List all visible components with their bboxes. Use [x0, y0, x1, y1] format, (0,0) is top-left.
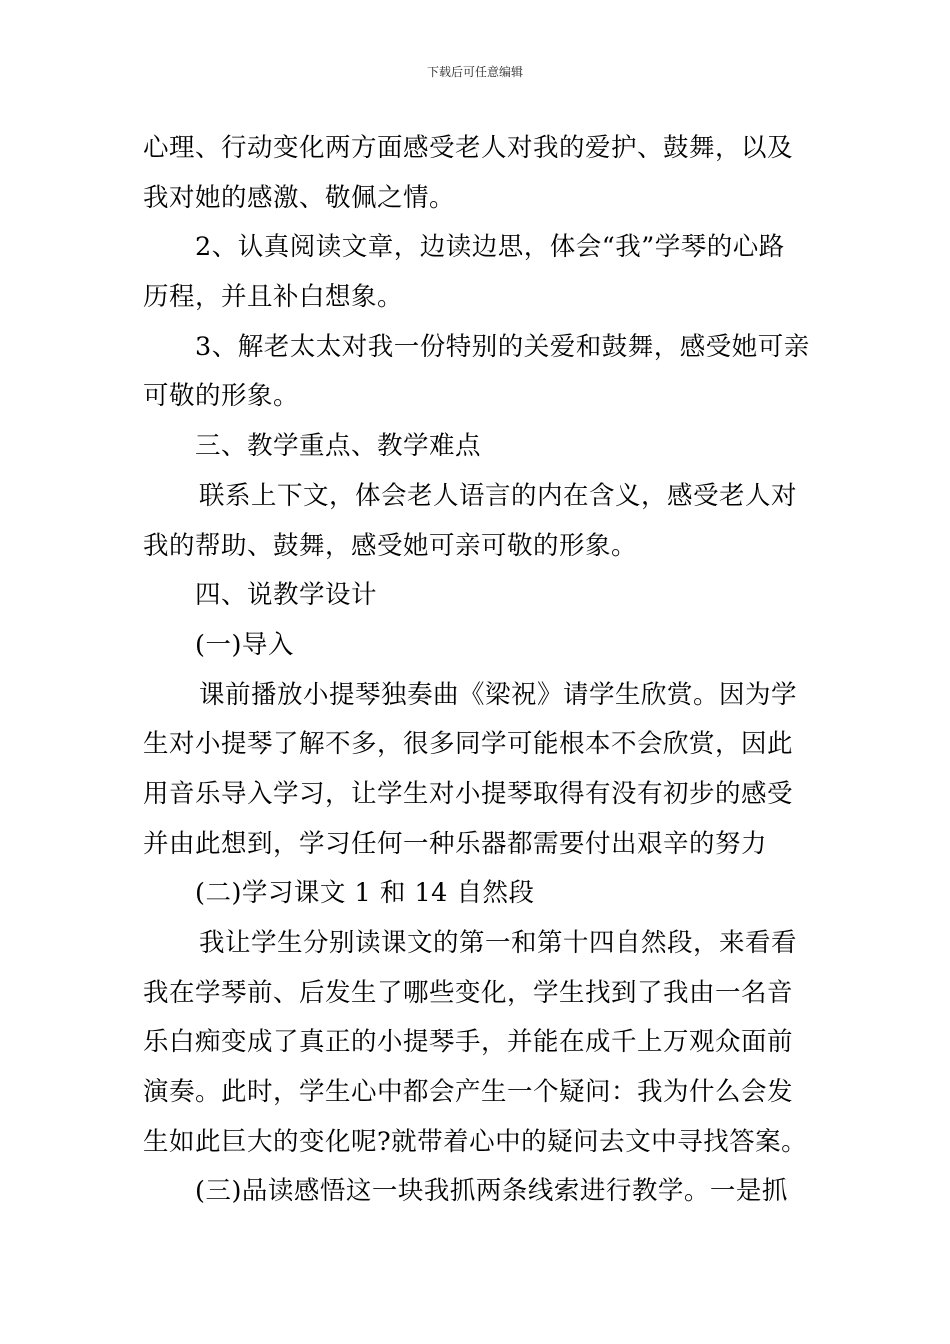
paragraph-line: 我对她的感激、敬佩之情。	[143, 182, 456, 213]
paragraph-line: 3、解老太太对我一份特别的关爱和鼓舞，感受她可亲	[195, 331, 810, 362]
page-header: 下载后可任意编辑	[426, 65, 523, 79]
paragraph-line: 心理、行动变化两方面感受老人对我的爱护、鼓舞，以及	[143, 133, 794, 163]
subsection-heading: (二)学习课文 1 和 14 自然段	[195, 878, 535, 909]
paragraph-line: 2、认真阅读文章，边读边思，体会“我”学琴的心路	[195, 232, 785, 263]
paragraph-line: 生如此巨大的变化呢?就带着心中的疑问去文中寻找答案。	[143, 1126, 808, 1157]
document-body	[143, 124, 811, 1217]
paragraph-line: 我的帮助、鼓舞，感受她可亲可敬的形象。	[143, 530, 638, 561]
section-heading: 三、教学重点、教学难点	[195, 431, 482, 462]
paragraph-line: 用音乐导入学习，让学生对小提琴取得有没有初步的感受	[143, 778, 794, 809]
subsection-heading: (一)导入	[195, 629, 294, 660]
paragraph-line: 生对小提琴了解不多，很多同学可能根本不会欣赏，因此	[143, 729, 794, 760]
paragraph-line: 并由此想到，学习任何一种乐器都需要付出艰辛的努力	[143, 828, 768, 859]
paragraph-line: 联系上下文，体会老人语言的内在含义，感受老人对	[199, 480, 798, 511]
paragraph-line: (三)品读感悟这一块我抓两条线索进行教学。一是抓	[195, 1176, 788, 1207]
paragraph-line: 我让学生分别读课文的第一和第十四自然段，来看看	[199, 928, 798, 958]
paragraph-line: 可敬的形象。	[143, 381, 300, 412]
section-heading: 四、说教学设计	[195, 580, 378, 611]
paragraph-line: 演奏。此时，学生心中都会产生一个疑问：我为什么会发	[143, 1077, 794, 1108]
paragraph-line: 乐白痴变成了真正的小提琴手，并能在成千上万观众面前	[143, 1027, 794, 1058]
paragraph-line: 课前播放小提琴独奏曲《梁祝》请学生欣赏。因为学	[199, 679, 798, 710]
paragraph-line: 历程，并且补白想象。	[143, 282, 404, 313]
paragraph-line: 我在学琴前、后发生了哪些变化，学生找到了我由一名音	[143, 977, 794, 1008]
